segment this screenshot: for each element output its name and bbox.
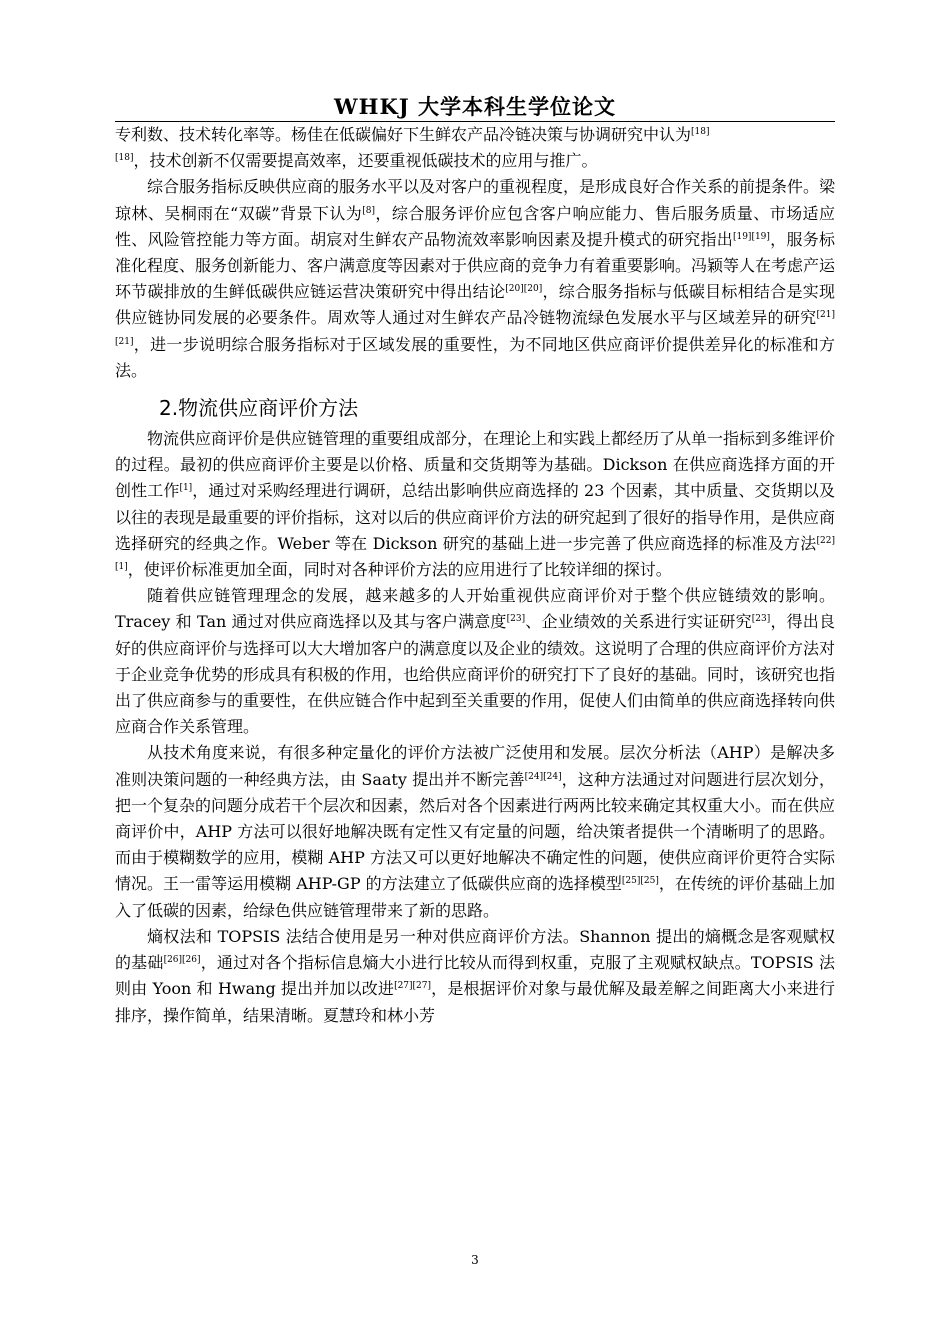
- page-header-title: WHKJ 大学本科生学位论文: [334, 94, 616, 119]
- citation-marker: [26][26]: [163, 955, 201, 966]
- paragraph-2: 综合服务指标反映供应商的服务水平以及对客户的重视程度，是形成良好合作关系的前提条件。梁琼林、吴桐雨在“双碳”背景下认为[8]，综合服务评价应包含客户响应能力、售后服务质量、市场适应性、风险管控能力等方面。胡宸对生鲜农产品物流效率影响因素及提升模式的研究指出[19][19]，服务标准化程度、服务创新能力、客户满意度等因素对于供应商的竞争力有着重要影响。冯颖等人在考虑产运环节碳排放的生鲜低碳供应链运营决策研究中得出结论[20][20]，综合服务指标与低碳目标相结合是实现供应链协同发展的必要条件。周欢等人通过对生鲜农产品冷链物流绿色发展水平与区域差异的研究[21][21]，进一步说明综合服务指标对于区域发展的重要性，为不同地区供应商评价提供差异化的标准和方法。: [115, 177, 836, 380]
- section-heading: 2.物流供应商评价方法: [159, 396, 359, 421]
- paragraph-3: 物流供应商评价是供应链管理的重要组成部分，在理论上和实践上都经历了从单一指标到多维评价的过程。最初的供应商评价主要是以价格、质量和交货期等为基础。Dickson 在供应商选择方面的开创性工作[1]，通过对采购经理进行调研，总结出影响供应商选择的 23 个因素，其中质量、交货期以及以往的表现是最重要的评价指标，这对以后的供应商评价方法的研究起到了很好的指导作用，是供应商选择研究的经典之作。Weber 等在 Dickson 研究的基础上进一步完善了供应商选择的标准及方法[22][1]，使评价标准更加全面，同时对各种评价方法的应用进行了比较详细的探讨。: [115, 429, 836, 580]
- page-number: 3: [471, 1253, 479, 1267]
- paragraph-5: 从技术角度来说，有很多种定量化的评价方法被广泛使用和发展。层次分析法（AHP）是解决多准则决策问题的一种经典方法，由 Saaty 提出并不断完善[24][24]，这种方法通过对问题进行层次划分，把一个复杂的问题分成若干个层次和因素，然后对各个因素进行两两比较来确定其权重大小。而在供应商评价中，AHP 方法可以很好地解决既有定性又有定量的问题，给决策者提供一个清晰明了的思路。而由于模糊数学的应用，模糊 AHP 方法又可以更好地解决不确定性的问题，使供应商评价更符合实际情况。王一雷等运用模糊 AHP-GP 的方法建立了低碳供应商的选择模型[25][25]，在传统的评价基础上加入了低碳的因素，给绿色供应链管理带来了新的思路。: [115, 743, 836, 920]
- citation-marker: [21][21]: [115, 310, 835, 347]
- paragraph-6: 熵权法和 TOPSIS 法结合使用是另一种对供应商评价方法。Shannon 提出的熵概念是客观赋权的基础[26][26]，通过对各个指标信息熵大小进行比较从而得到权重，克服了主观赋权缺点。TOPSIS 法则由 Yoon 和 Hwang 提出并加以改进[27][27]，是根据评价对象与最优解及最差解之间距离大小来进行排序，操作简单，结果清晰。夏慧玲和林小芳: [115, 926, 835, 1025]
- paragraph-1: 专利数、技术转化率等。杨佳在低碳偏好下生鲜农产品冷链决策与协调研究中认为[18] [18]，技术创新不仅需要提高效率，还要重视低碳技术的应用与推广。: [115, 125, 710, 171]
- citation-marker: [23]: [751, 614, 771, 625]
- citation-marker: [22][1]: [115, 535, 835, 573]
- citation-marker: [25][25]: [621, 876, 659, 887]
- citation-marker: [19][19]: [732, 231, 770, 242]
- citation-marker: [23]: [506, 614, 526, 625]
- citation-marker: [8]: [362, 205, 375, 216]
- citation-marker: [20][20]: [505, 284, 543, 295]
- citation-marker: [24][24]: [524, 771, 562, 782]
- paragraph-4: 随着供应链管理理念的发展，越来越多的人开始重视供应商评价对于整个供应链绩效的影响。Tracey 和 Tan 通过对供应商选择以及其与客户满意度[23]、企业绩效的关系进行实证研究[23]，得出良好的供应商评价与选择可以大大增加客户的满意度以及企业的绩效。这说明了合理的供应商评价方法对于企业竞争优势的形成具有积极的作用，也给供应商评价的研究打下了良好的基础。同时，该研究也指出了供应商参与的重要性，在供应链合作中起到至关重要的作用，促使人们由简单的供应商选择转向供应商合作关系管理。: [115, 586, 836, 737]
- document-body: [115, 122, 835, 1029]
- citation-marker: [18]: [691, 127, 710, 137]
- citation-marker: [27][27]: [394, 981, 432, 992]
- citation-marker: [1]: [179, 483, 193, 494]
- citation-marker: [18]: [115, 153, 134, 164]
